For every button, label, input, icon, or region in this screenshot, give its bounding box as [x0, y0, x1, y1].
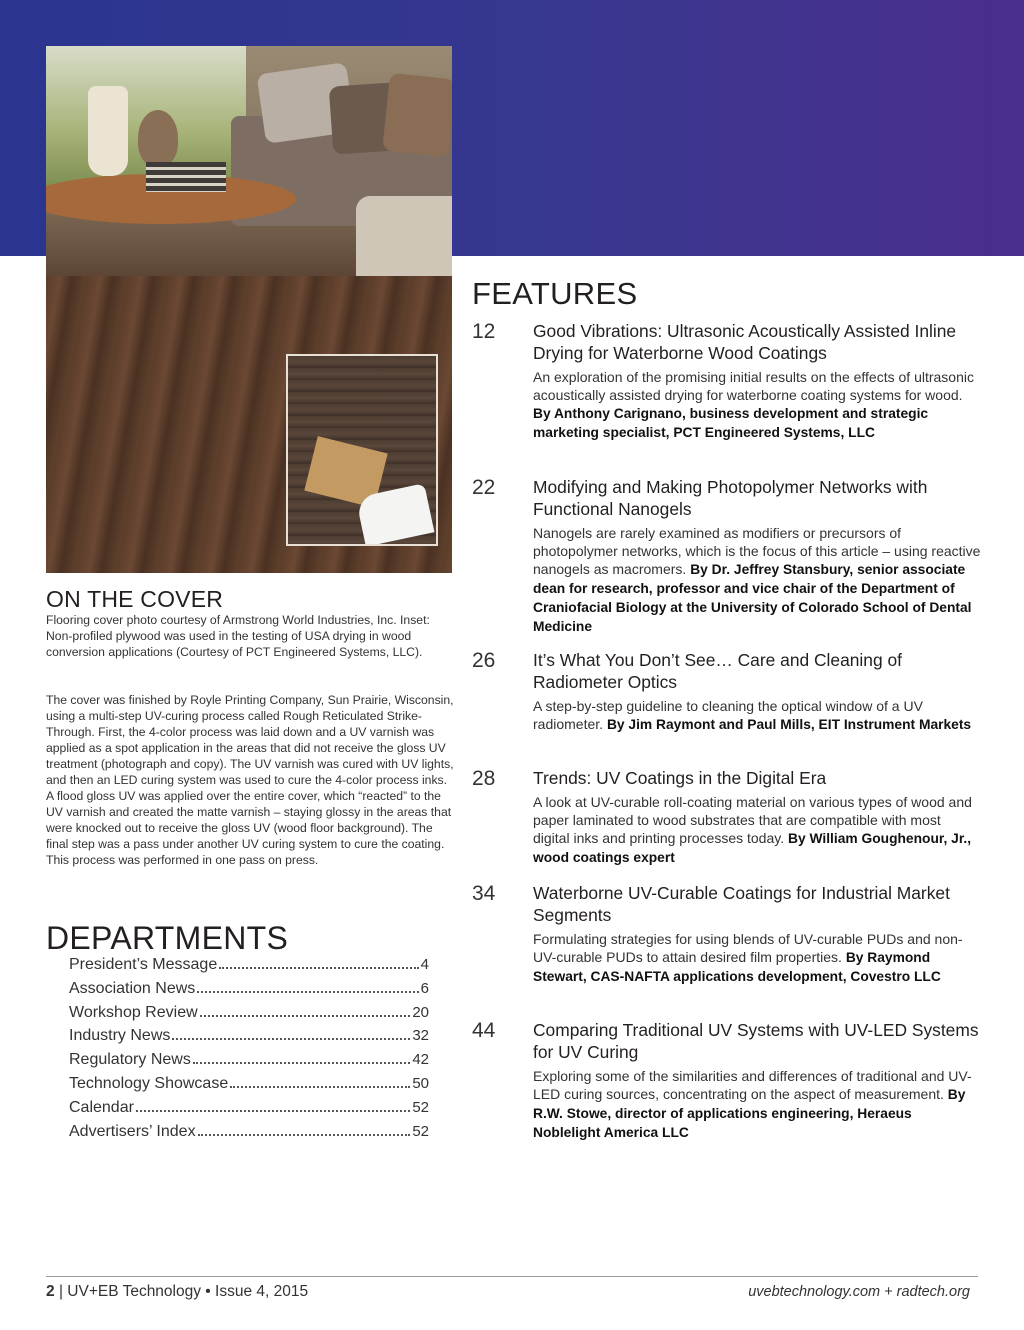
cover-inset-photo — [286, 354, 438, 546]
department-item[interactable] — [69, 1075, 429, 1099]
cover-photo-books — [146, 162, 226, 192]
department-label: Association News — [69, 979, 196, 997]
leader-dots — [230, 1086, 410, 1088]
feature-title[interactable]: Waterborne UV-Curable Coatings for Industrial Market Segments — [533, 883, 950, 925]
feature-description: A look at UV-curable roll-coating material on various types of wood and paper laminated to wood substrates that are compatible with most digital inks and printing processes today. — [533, 794, 972, 846]
feature-title[interactable]: It’s What You Don’t See… Care and Cleaning of Radiometer Optics — [533, 650, 902, 692]
feature-title[interactable]: Good Vibrations: Ultrasonic Acoustically Assisted Inline Drying for Waterborne Wood Coatings — [533, 321, 957, 363]
department-item[interactable] — [69, 956, 429, 980]
feature-page-number: 44 — [472, 1019, 496, 1042]
department-page: 52 — [412, 1098, 429, 1116]
footer-websites[interactable]: uvebtechnology.com + radtech.org — [748, 1284, 970, 1300]
department-page: 20 — [412, 1003, 429, 1021]
feature-byline: By Anthony Carignano, business development and strategic marketing specialist, PCT Engineered Systems, LLC — [533, 406, 929, 440]
footer-publication: UV+EB Technology • Issue 4, 2015 — [67, 1283, 309, 1300]
department-item[interactable] — [69, 1004, 429, 1028]
department-page: 42 — [412, 1051, 429, 1069]
cover-credit-text: Flooring cover photo courtesy of Armstrong World Industries, Inc. Inset: Non-profiled plywood was used in the testing of USA drying in wood conversion applications (Courtesy of PCT Engineered Systems, LLC). — [46, 613, 430, 659]
leader-dots — [193, 1062, 410, 1064]
feature-byline: By William Goughenour, Jr., wood coatings expert — [533, 831, 972, 865]
feature-byline: By Dr. Jeffrey Stansbury, senior associate dean for research, professor and vice chair of the Department of Craniofacial Biology at the University of Colorado School of Dental Medicine — [533, 562, 972, 634]
cover-photo-pillow — [382, 73, 452, 157]
department-label: Calendar — [69, 1098, 134, 1116]
department-item[interactable] — [69, 980, 429, 1004]
department-page: 4 — [420, 956, 429, 973]
footer-divider — [46, 1276, 978, 1277]
feature-title[interactable]: Modifying and Making Photopolymer Networks with Functional Nanogels — [533, 477, 928, 519]
on-the-cover-heading: ON THE COVER — [46, 586, 224, 612]
feature-description: Formulating strategies for using blends of UV-curable PUDs and non-UV-curable PUDs to attain desired film properties. — [533, 931, 963, 965]
cover-printing-text: The cover was finished by Royle Printing Company, Sun Prairie, Wisconsin, using a multi-step UV-curing process called Rough Reticulated Strike-Through. First, the 4-color process was laid down and a UV varnish was applied as a spot application in the areas that did not receive the gloss UV treatment (photograph and copy). The UV varnish was cured with UV lights, and then an LED curing system was used to cure the 4-color process inks. A flood gloss UV was applied over the entire cover, which “reacted” to the UV varnish and created the matte varnish – staying glossy in the areas that were knocked out to receive the gloss UV (wood floor background). The final step was a pass under another UV curing system to cure the coating. This process was performed in one pass on press. — [46, 693, 454, 867]
feature-page-number: 22 — [472, 476, 496, 499]
department-label: Industry News — [69, 1027, 171, 1045]
features-heading: FEATURES — [472, 276, 638, 311]
footer-issue-info — [46, 1283, 308, 1301]
footer-page-number: 2 — [46, 1283, 55, 1300]
feature-title[interactable]: Trends: UV Coatings in the Digital Era — [533, 768, 827, 788]
leader-dots — [136, 1110, 410, 1112]
feature-description: A step-by-step guideline to cleaning the optical window of a UV radiometer. — [533, 698, 923, 732]
department-item[interactable] — [69, 1027, 429, 1051]
department-label: Technology Showcase — [69, 1074, 229, 1092]
leader-dots — [172, 1038, 410, 1040]
feature-title[interactable]: Comparing Traditional UV Systems with UV-LED Systems for UV Curing — [533, 1020, 979, 1062]
feature-description: Nanogels are rarely examined as modifiers or precursors of photopolymer networks, which is the focus of this article – using reactive nanogels as macromers. — [533, 525, 981, 577]
feature-page-number: 12 — [472, 320, 496, 343]
feature-description: Exploring some of the similarities and differences of traditional and UV-LED curing sources, concentrating on the aspect of measurement. — [533, 1068, 972, 1102]
footer-separator: | — [58, 1283, 68, 1300]
department-item[interactable] — [69, 1099, 429, 1123]
department-label: President’s Message — [69, 956, 218, 973]
feature-page-number: 34 — [472, 882, 496, 905]
department-page: 52 — [412, 1122, 429, 1140]
leader-dots — [198, 1134, 411, 1136]
feature-page-number: 26 — [472, 649, 496, 672]
department-label: Advertisers’ Index — [69, 1122, 196, 1140]
departments-heading: DEPARTMENTS — [46, 920, 289, 956]
department-page: 32 — [412, 1027, 429, 1045]
cover-photo-pot — [138, 110, 178, 166]
feature-description: An exploration of the promising initial results on the effects of ultrasonic acoustically assisted drying for waterborne coating systems for wood. — [533, 369, 974, 403]
feature-byline: By Jim Raymont and Paul Mills, EIT Instrument Markets — [606, 717, 972, 732]
department-page: 6 — [420, 979, 429, 997]
feature-byline: By R.W. Stowe, director of applications engineering, Heraeus Noblelight America LLC — [533, 1087, 966, 1140]
department-item[interactable] — [69, 1123, 429, 1147]
department-label: Regulatory News — [69, 1051, 191, 1069]
department-label: Workshop Review — [69, 1003, 198, 1021]
department-item[interactable] — [69, 1051, 429, 1075]
feature-page-number: 28 — [472, 767, 496, 790]
leader-dots — [200, 1015, 411, 1017]
cover-photo-vase — [88, 86, 128, 176]
departments-list — [69, 956, 429, 1146]
leader-dots — [219, 967, 418, 969]
leader-dots — [197, 991, 418, 993]
department-page: 50 — [412, 1074, 429, 1092]
feature-byline: By Raymond Stewart, CAS-NAFTA applications development, Covestro LLC — [533, 950, 941, 984]
